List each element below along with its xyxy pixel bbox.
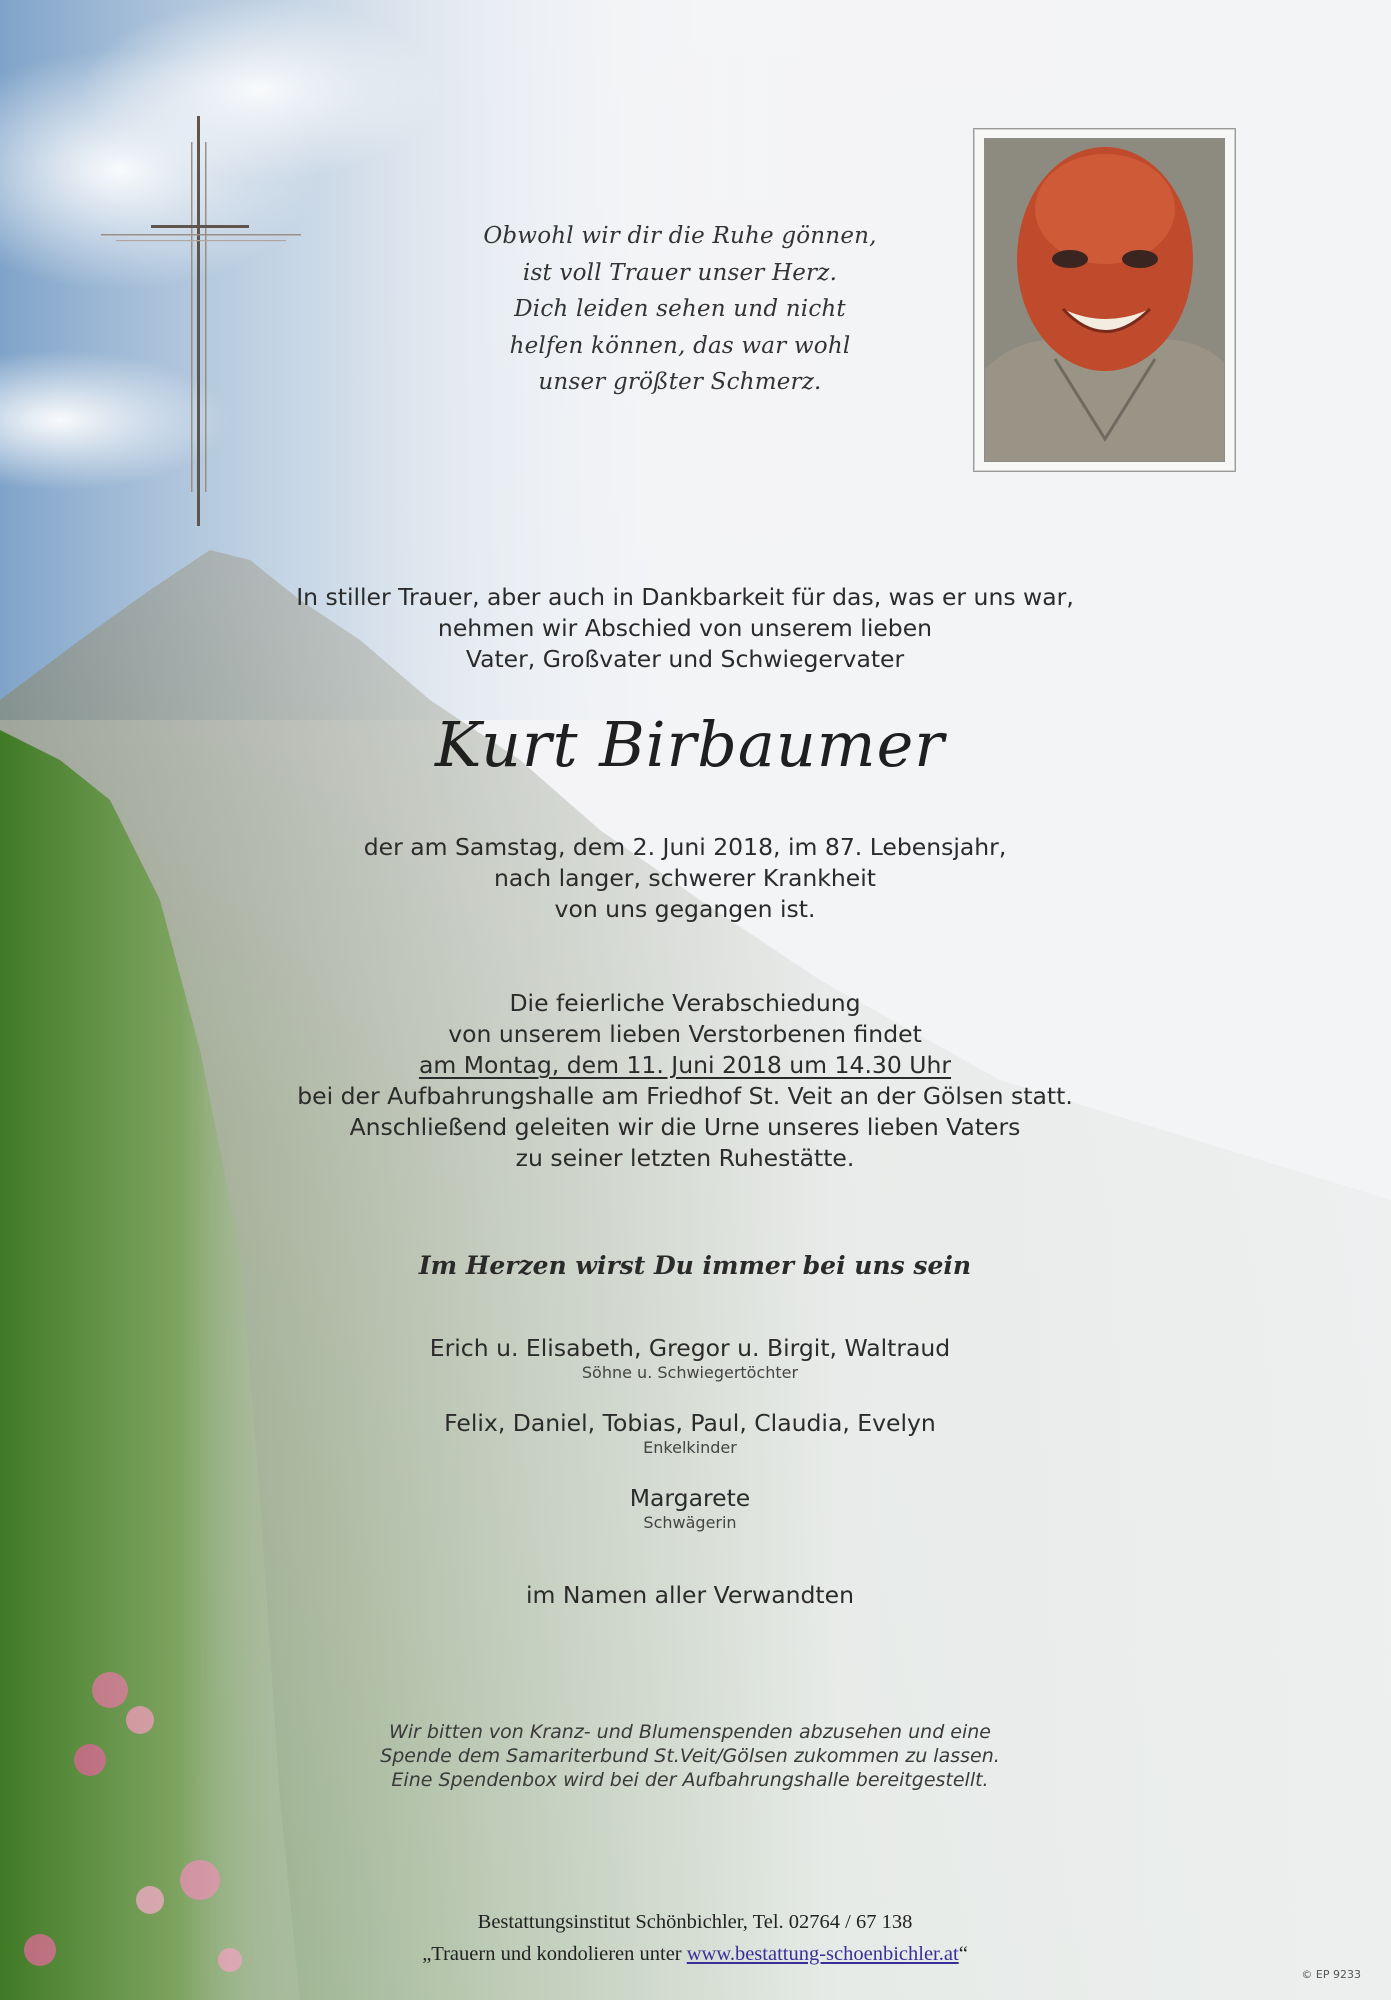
ceremony-date: am Montag, dem 11. Juni 2018 um 14.30 Uhr (418, 1051, 952, 1079)
death-line: von uns gegangen ist. (554, 895, 816, 923)
death-line: der am Samstag, dem 2. Juni 2018, im 87. Lebensjahr, (363, 833, 1007, 861)
intro-line: nehmen wir Abschied von unserem lieben (437, 614, 933, 642)
condolence-suffix: “ (958, 1943, 968, 1965)
donation-line: Wir bitten von Kranz- und Blumenspenden abzusehen und eine (388, 1721, 991, 1743)
ceremony-line: von unserem lieben Verstorbenen findet (448, 1020, 922, 1048)
intro-line: Vater, Großvater und Schwiegervater (465, 645, 905, 673)
portrait-frame (973, 128, 1236, 472)
memorial-motto: Im Herzen wirst Du immer bei uns sein (418, 1251, 972, 1280)
portrait-photo (984, 138, 1225, 462)
family-relation: Enkelkinder (643, 1438, 737, 1457)
family-relation: Söhne u. Schwiegertöchter (581, 1363, 799, 1382)
poem-line: unser größter Schmerz. (538, 369, 822, 395)
condolence-line (300, 1938, 1090, 1970)
family-group-sons (250, 1333, 1130, 1383)
family-names: Erich u. Elisabeth, Gregor u. Birgit, Waltraud (429, 1334, 951, 1362)
death-notice-text (200, 832, 1170, 925)
memorial-poem (420, 218, 940, 401)
ceremony-text (200, 988, 1170, 1174)
ceremony-line: Anschließend geleiten wir die Urne unseres lieben Vaters (349, 1113, 1021, 1141)
condolence-link[interactable]: www.bestattung-schoenbichler.at (686, 1943, 959, 1965)
donation-line: Spende dem Samariterbund St.Veit/Gölsen zukommen zu lassen. (380, 1745, 1000, 1767)
cross-icon (96, 112, 306, 532)
donation-request (280, 1720, 1100, 1792)
family-names: Felix, Daniel, Tobias, Paul, Claudia, Evelyn (444, 1409, 936, 1437)
condolence-prefix: „Trauern und kondolieren unter (422, 1943, 687, 1965)
death-line: nach langer, schwerer Krankheit (494, 864, 876, 892)
family-group-grandchildren (250, 1408, 1130, 1458)
ceremony-line: zu seiner letzten Ruhestätte. (515, 1144, 855, 1172)
intro-line: In stiller Trauer, aber auch in Dankbarkeit für das, was er uns war, (296, 583, 1074, 611)
donation-line: Eine Spendenbox wird bei der Aufbahrungshalle bereitgestellt. (391, 1769, 989, 1791)
print-code: © EP 9233 (1301, 1968, 1361, 1981)
ceremony-line: Die feierliche Verabschiedung (509, 989, 861, 1017)
family-group-sister-in-law (250, 1483, 1130, 1533)
funeral-home-footer (300, 1906, 1090, 1970)
funeral-home-contact: Bestattungsinstitut Schönbichler, Tel. 02764 / 67 138 (477, 1911, 913, 1933)
intro-text (200, 582, 1170, 675)
poem-line: helfen können, das war wohl (509, 332, 851, 359)
family-relation: Schwägerin (643, 1513, 737, 1532)
poem-line: Obwohl wir dir die Ruhe gönnen, (483, 223, 877, 249)
poem-line: Dich leiden sehen und nicht (514, 296, 846, 322)
portrait-image (985, 139, 1225, 462)
family-names: Margarete (629, 1484, 751, 1512)
poem-line: ist voll Trauer unser Herz. (522, 259, 838, 286)
closing-text (250, 1580, 1130, 1611)
closing-line: im Namen aller Verwandten (525, 1581, 854, 1609)
ceremony-line: bei der Aufbahrungshalle am Friedhof St. Veit an der Gölsen statt. (297, 1082, 1073, 1110)
deceased-name: Kurt Birbaumer (435, 708, 945, 781)
